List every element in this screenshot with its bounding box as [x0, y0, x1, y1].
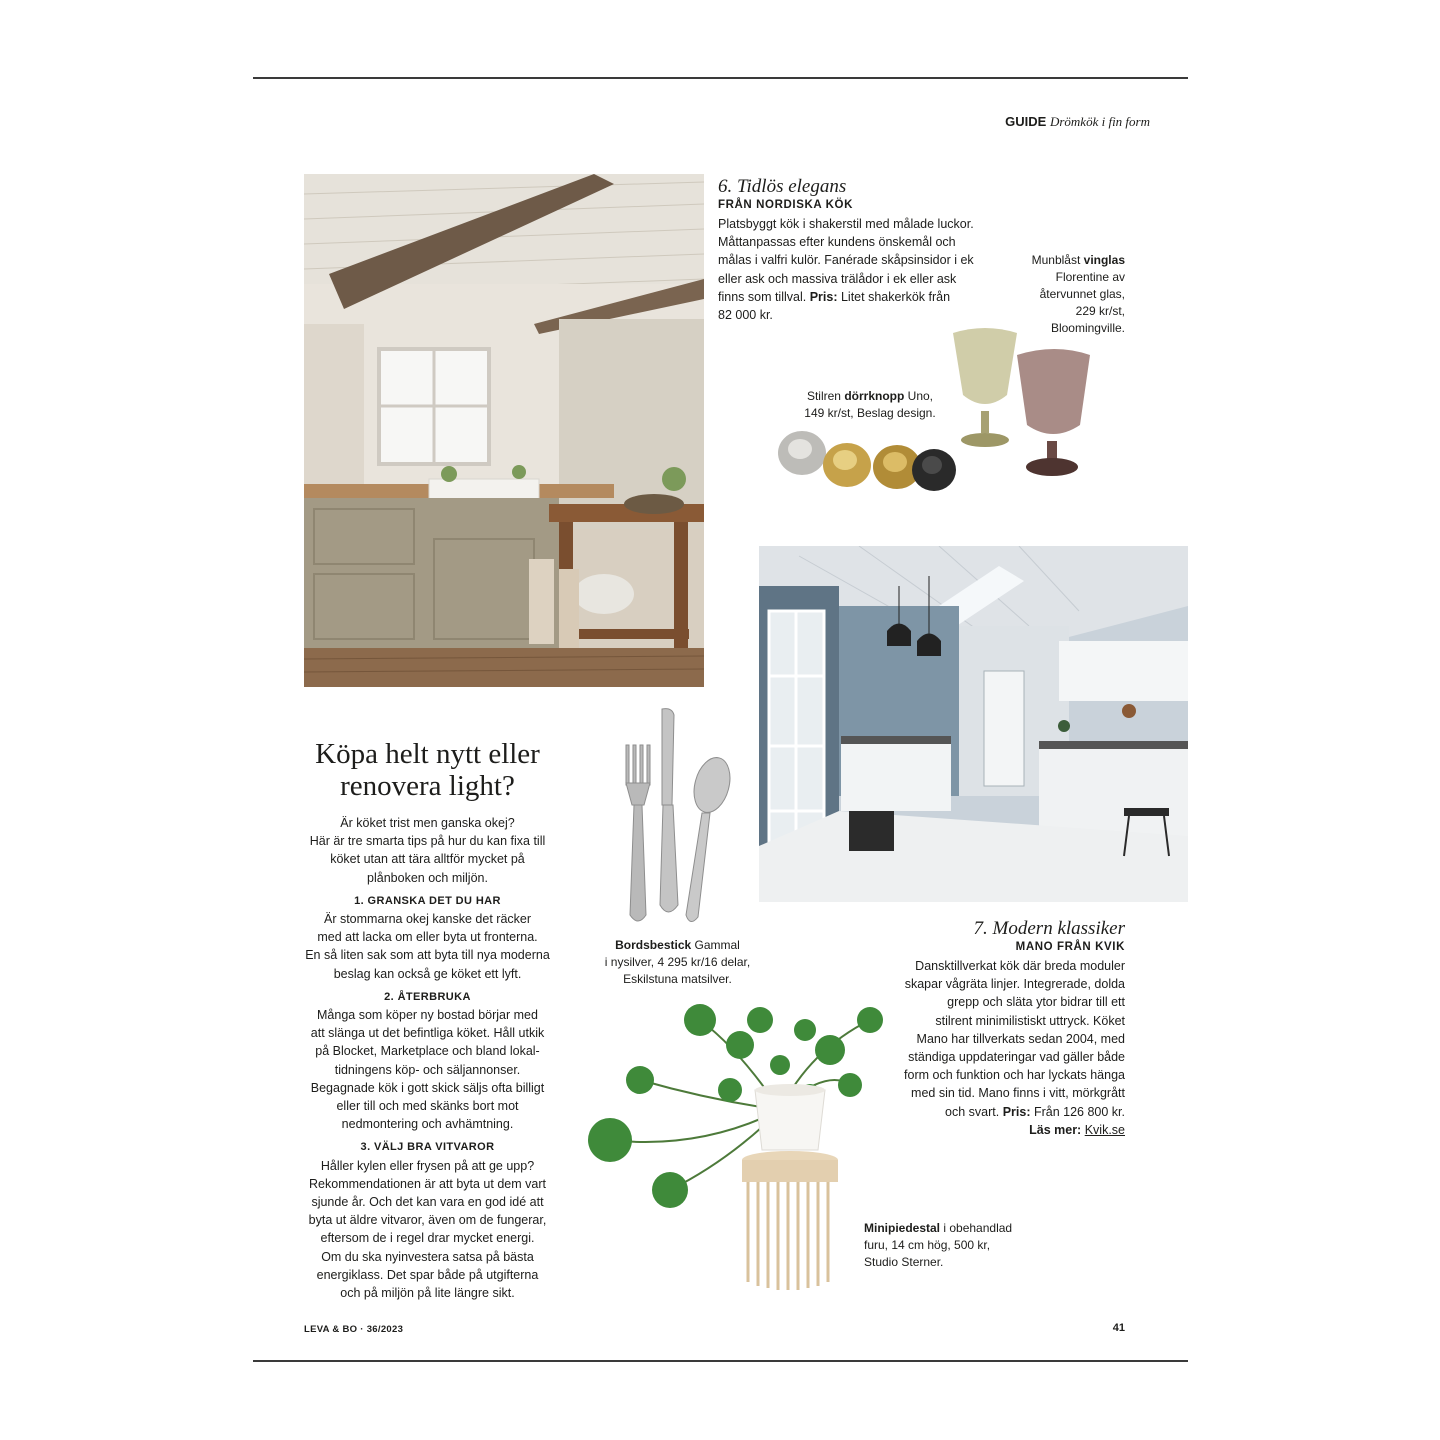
- article-6: [718, 176, 988, 324]
- kitchen-photo-nordiska: [304, 174, 704, 687]
- main-intro: [290, 814, 565, 887]
- dorrknopp-line2: 149 kr/st, Beslag design.: [804, 406, 936, 420]
- tip-2-line: Många som köper ny bostad börjar med: [317, 1008, 538, 1023]
- main-intro-line: Här är tre smarta tips på hur du kan fixa till: [309, 834, 546, 849]
- article-7-price-line: [860, 1103, 1125, 1121]
- tip-1-line: med att lacka om eller byta ut fronterna.: [317, 930, 538, 945]
- dorrknopp-suffix: Uno,: [904, 389, 934, 403]
- vinglas-prefix: Munblåst: [1031, 253, 1084, 267]
- article-7-line: stilrent minimilistiskt uttryck. Köket: [935, 1013, 1125, 1028]
- article-7-line: grepp och släta ytor bidrar till ett: [947, 995, 1125, 1010]
- cutlery-image: [620, 705, 740, 930]
- tip-3-line: byta ut äldre vitvaror, även om de fungerar,: [308, 1213, 547, 1228]
- vinglas-bold: vinglas: [1083, 253, 1125, 267]
- bestick-suffix: Gammal: [691, 938, 740, 952]
- tip-1: [290, 892, 565, 983]
- article-6-line: Platsbyggt kök i shakerstil med målade luckor.: [718, 217, 974, 231]
- article-7-line: ständiga uppdateringar vad gäller både: [908, 1050, 1125, 1065]
- vinglas-line: Bloomingville.: [1050, 321, 1125, 335]
- running-header: [900, 114, 1150, 130]
- main-intro-line: plånboken och miljön.: [367, 870, 488, 885]
- plant-pedestal-image: [580, 990, 895, 1295]
- tip-3: [290, 1138, 565, 1302]
- tip-2-line: på Blocket, Marketplace och bland lokal-: [315, 1044, 540, 1059]
- article-6-line5-text: finns som tillval.: [718, 289, 810, 304]
- tip-2-line: tidningens köp- och säljannonser.: [334, 1062, 521, 1077]
- piedestal-bold: Minipiedestal: [864, 1221, 941, 1235]
- bottom-rule: [253, 1360, 1188, 1362]
- article-6-brand: FRÅN NORDISKA KÖK: [718, 199, 853, 211]
- tip-3-heading: 3. VÄLJ BRA VITVAROR: [360, 1141, 495, 1154]
- header-subtitle: Drömkök i fin form: [1049, 114, 1150, 129]
- tip-1-line: En så liten sak som att byta till nya moderna: [305, 948, 550, 963]
- tip-2: [290, 988, 565, 1134]
- top-rule: [253, 77, 1188, 79]
- page-number: 41: [1112, 1322, 1125, 1334]
- header-section: GUIDE: [1005, 114, 1047, 129]
- vinglas-line: 229 kr/st,: [1075, 304, 1125, 318]
- footer-magazine: LEVA & BO · 36/2023: [304, 1324, 404, 1335]
- main-intro-line: köket utan att tära alltför mycket på: [330, 852, 525, 867]
- dorrknopp-prefix: Stilren: [806, 389, 845, 403]
- main-article: [290, 738, 565, 1302]
- dorrknopp-caption: [790, 388, 950, 422]
- article-6-line: målas i valfri kulör. Fanérade skåpsinsidor i ek: [718, 253, 974, 268]
- piedestal-suffix: i obehandlad: [940, 1221, 1013, 1235]
- tip-3-line: eftersom de i regel drar mycket energi.: [320, 1231, 535, 1246]
- article-7-body: [860, 957, 1125, 1139]
- piedestal-line2: furu, 14 cm hög, 500 kr,: [864, 1238, 991, 1252]
- article-7-line: form och funktion och har lyckats hänga: [904, 1068, 1125, 1083]
- article-7-more-label: Läs mer:: [1029, 1122, 1082, 1137]
- tip-1-heading: 1. GRANSKA DET DU HAR: [354, 894, 501, 907]
- article-7-price-text: Från 126 800 kr.: [1030, 1104, 1125, 1119]
- main-title: [290, 738, 565, 802]
- bestick-caption: [590, 937, 765, 988]
- article-7-heading: 7. Modern klassiker: [973, 918, 1125, 939]
- article-7-brand: MANO FRÅN KVIK: [1015, 941, 1125, 953]
- article-6-body: [718, 215, 988, 324]
- article-7-line: med sin tid. Mano finns i vitt, mörkgrått: [911, 1086, 1125, 1101]
- article-7-price-label: Pris:: [1002, 1104, 1031, 1119]
- article-6-price-label: Pris:: [809, 289, 838, 304]
- tip-2-line: att slänga ut det befintliga köket. Håll utkik: [310, 1026, 545, 1041]
- tip-3-line: sjunde år. Och det kan vara en god idé att: [311, 1195, 544, 1210]
- wine-glasses-image: [945, 325, 1125, 485]
- article-7-line9-text: och svart.: [945, 1104, 1003, 1119]
- piedestal-caption: [864, 1220, 1054, 1271]
- article-6-line: eller ask och massiva trälådor i ek eller ask: [718, 271, 957, 286]
- tip-3-line: Om du ska nyinvestera satsa på bästa: [321, 1249, 534, 1264]
- bestick-line2: i nysilver, 4 295 kr/16 delar,: [604, 955, 751, 969]
- article-6-price-text: Litet shakerkök från: [837, 289, 951, 304]
- tip-2-line: Begagnade kök i gott skick säljs ofta billigt: [310, 1080, 545, 1095]
- article-7-line: Dansktillverkat kök där breda moduler: [915, 959, 1125, 973]
- main-title-line1: Köpa helt nytt eller: [315, 738, 540, 770]
- tip-1-line: beslag kan också ge köket ett lyft.: [333, 966, 522, 981]
- main-intro-line: Är köket trist men ganska okej?: [340, 816, 515, 830]
- tip-2-line: eller till och med skänks bort mot: [336, 1099, 519, 1114]
- vinglas-line: Florentine av: [1055, 270, 1125, 284]
- door-knobs-image: [772, 425, 962, 495]
- tip-1-line: Är stommarna okej kanske det räcker: [323, 912, 532, 927]
- dorrknopp-bold: dörrknopp: [844, 389, 905, 403]
- tip-2-line: nedmontering och avhämtning.: [341, 1117, 514, 1132]
- article-6-price-line: [718, 288, 988, 306]
- article-7: [860, 918, 1125, 1139]
- vinglas-line: återvunnet glas,: [1039, 287, 1125, 301]
- tip-3-line: energiklass. Det spar både på utgifterna: [316, 1267, 539, 1282]
- piedestal-line3: Studio Sterner.: [864, 1255, 944, 1269]
- tip-3-line: Håller kylen eller frysen på att ge upp?: [320, 1158, 535, 1173]
- main-title-line2: renovera light?: [340, 770, 515, 802]
- kitchen-photo-kvik: [759, 546, 1188, 902]
- article-7-more-line: [860, 1121, 1125, 1139]
- bestick-bold: Bordsbestick: [615, 938, 692, 952]
- article-6-line: 82 000 kr.: [718, 308, 773, 323]
- tip-3-line: Rekommendationen är att byta ut dem vart: [309, 1176, 546, 1191]
- article-6-line: Måttanpassas efter kundens önskemål och: [718, 235, 956, 250]
- bestick-line3: Eskilstuna matsilver.: [623, 972, 732, 986]
- kvik-link[interactable]: Kvik.se: [1084, 1122, 1125, 1137]
- tip-2-heading: 2. ÅTERBRUKA: [384, 990, 471, 1003]
- tip-3-line: och på miljön på lite längre sikt.: [340, 1286, 515, 1301]
- article-7-line: skapar vågräta linjer. Integrerade, dolda: [904, 977, 1125, 992]
- article-7-line: Mano har tillverkats sedan 2004, med: [916, 1031, 1125, 1046]
- article-6-heading: 6. Tidlös elegans: [718, 176, 847, 197]
